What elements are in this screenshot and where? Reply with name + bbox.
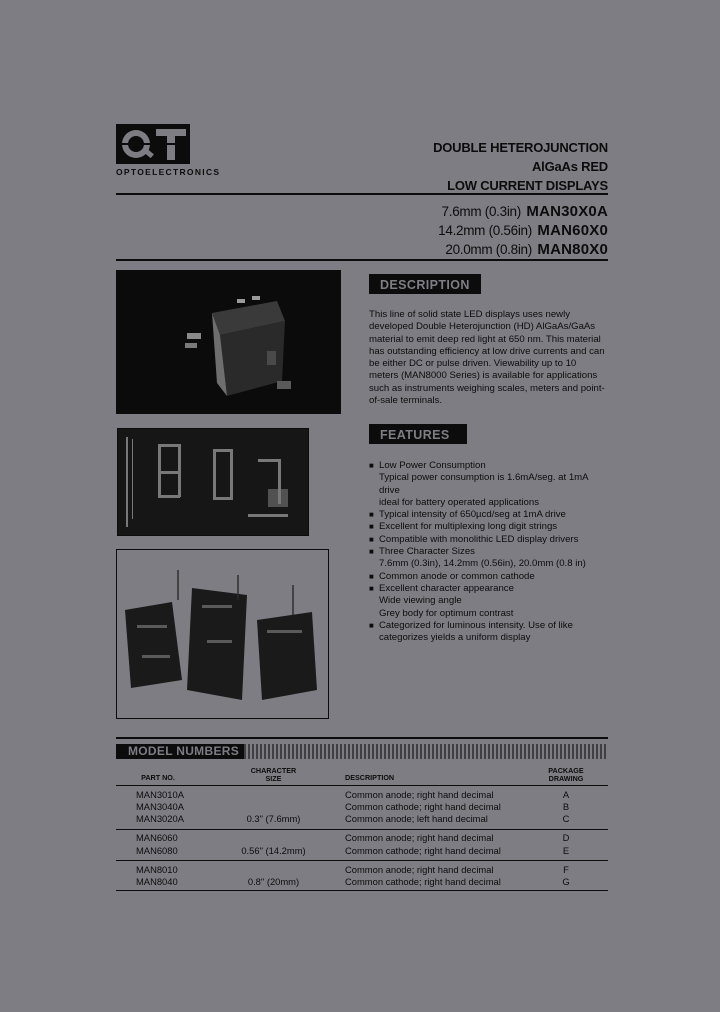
feature-text: Common anode or common cathode: [379, 570, 535, 582]
bullet-icon: ■: [369, 510, 374, 520]
table-cell-description: Common cathode; right hand decimal: [345, 876, 501, 887]
column-header-size-line: CHARACTER: [250, 766, 297, 775]
model-code: MAN80X0: [537, 241, 608, 258]
feature-text: Excellent for multiplexing long digit strings: [379, 521, 558, 533]
model-series-line: [438, 240, 608, 259]
table-cell-part: MAN3010A: [136, 789, 184, 800]
feature-text: Three Character Sizes: [379, 546, 475, 558]
table-cell-part: MAN3020A: [136, 813, 184, 824]
qt-logo-mark-icon: [116, 124, 190, 164]
feature-item: [369, 460, 609, 509]
feature-item: [369, 534, 609, 546]
table-bottom-rule: [116, 890, 608, 891]
bullet-icon: ■: [369, 534, 374, 544]
feature-subtext: ideal for battery operated applications: [379, 496, 539, 508]
table-cell-description: Common anode; right hand decimal: [345, 864, 494, 875]
table-cell-part: MAN8040: [136, 876, 178, 887]
model-series-list: [438, 202, 608, 259]
description-paragraph: [369, 309, 609, 407]
column-header-part: PART NO.: [141, 773, 175, 782]
description-line: developed Double Heterojunction (HD) AlGaAs/GaAs: [369, 321, 596, 333]
title-line: AlGaAs RED: [531, 159, 608, 174]
table-group-rule: [116, 860, 608, 861]
description-line: of-sale terminals.: [369, 395, 443, 407]
bullet-icon: ■: [369, 522, 374, 532]
table-header-rule: [116, 785, 608, 786]
table-cell-part: MAN8010: [136, 864, 178, 875]
heading-stripe-decoration: [244, 744, 608, 759]
feature-subtext: Wide viewing angle: [379, 595, 462, 607]
display-module-illustration: [117, 271, 340, 413]
features-heading: FEATURES: [369, 424, 467, 444]
table-cell-size: 0.3" (7.6mm): [246, 813, 301, 824]
features-list: [369, 460, 609, 644]
table-cell-package: A: [562, 789, 570, 800]
feature-subtext: categorizes yields a uniform display: [379, 632, 531, 644]
company-logo: [116, 124, 221, 180]
table-cell-package: F: [563, 864, 569, 875]
model-numbers-heading: MODEL NUMBERS: [116, 744, 244, 759]
description-line: meters (MAN8000 Series) is available for applications: [369, 370, 598, 382]
feature-item: [369, 521, 609, 533]
column-header-package: [541, 767, 591, 783]
table-cell-part: MAN3040A: [136, 801, 184, 812]
table-cell-package: C: [562, 813, 570, 824]
logo-text: OPTOELECTRONICS: [116, 167, 221, 177]
table-cell-package: G: [562, 876, 570, 887]
bullet-icon: ■: [369, 571, 374, 581]
table-cell-package: D: [562, 832, 570, 843]
product-photo-digits: [117, 428, 309, 536]
column-header-description: DESCRIPTION: [345, 773, 395, 782]
title-line: LOW CURRENT DISPLAYS: [447, 178, 608, 193]
feature-item: [369, 583, 609, 620]
large-display-illustration: [117, 550, 328, 718]
description-line: This line of solid state LED displays uses newly: [369, 309, 571, 320]
feature-item: [369, 509, 609, 521]
column-header-package-line: PACKAGE: [548, 766, 584, 775]
description-line: be either DC or pulse driven. Viewability up to 10: [369, 358, 577, 370]
column-header-size: [226, 767, 321, 783]
table-cell-description: Common cathode; right hand decimal: [345, 845, 501, 856]
model-code: MAN60X0: [537, 222, 608, 239]
table-cell-part: MAN6060: [136, 832, 178, 843]
feature-text: Categorized for luminous intensity. Use of like: [379, 619, 573, 631]
feature-text: Low Power Consumption: [379, 460, 486, 471]
feature-text: Compatible with monolithic LED display drivers: [379, 533, 579, 545]
table-cell-package: E: [562, 845, 570, 856]
feature-item: [369, 571, 609, 583]
model-code: MAN30X0A: [526, 203, 608, 220]
description-line: such as instruments weighing scales, meters and point-: [369, 382, 605, 394]
bullet-icon: ■: [369, 461, 374, 470]
description-line: material to emit deep red light at 650 nm. This material: [369, 333, 601, 345]
title-line: DOUBLE HETEROJUNCTION: [433, 140, 608, 155]
feature-subtext: Typical power consumption is 1.6mA/seg. at 1mA drive: [379, 472, 589, 496]
table-group-rule: [116, 829, 608, 830]
description-heading: DESCRIPTION: [369, 274, 481, 294]
model-numbers-table: [116, 737, 608, 891]
feature-subtext: 7.6mm (0.3in), 14.2mm (0.56in), 20.0mm (0.8 in): [379, 558, 586, 570]
product-photo-module: [116, 270, 341, 414]
table-cell-description: Common anode; right hand decimal: [345, 789, 494, 800]
feature-subtext: Grey body for optimum contrast: [379, 607, 514, 619]
bullet-icon: ■: [369, 583, 374, 593]
feature-item: [369, 620, 609, 645]
header-divider-bottom: [116, 259, 608, 261]
header-divider: [116, 193, 608, 195]
column-header-package-line: DRAWING: [548, 774, 584, 783]
product-photo-large-displays: [116, 549, 329, 719]
bullet-icon: ■: [369, 620, 374, 630]
table-cell-part: MAN6080: [136, 845, 178, 856]
table-cell-size: 0.56" (14.2mm): [241, 845, 306, 856]
model-size: 7.6mm (0.3in): [441, 204, 521, 219]
bullet-icon: ■: [369, 547, 374, 557]
table-cell-description: Common anode; right hand decimal: [345, 832, 494, 843]
column-header-size-line: SIZE: [265, 774, 282, 783]
feature-item: [369, 546, 609, 571]
feature-text: Excellent character appearance: [379, 582, 514, 594]
led-digits-illustration: [118, 429, 308, 535]
description-line: has outstanding efficiency at low drive currents and can: [369, 345, 605, 357]
table-cell-description: Common anode; left hand decimal: [345, 813, 488, 824]
model-series-line: [438, 202, 608, 221]
table-cell-package: B: [562, 801, 570, 812]
model-series-line: [438, 221, 608, 240]
document-title: [433, 138, 608, 195]
model-size: 14.2mm (0.56in): [438, 223, 532, 238]
model-size: 20.0mm (0.8in): [445, 242, 532, 257]
table-cell-size: 0.8" (20mm): [247, 876, 300, 887]
feature-text: Typical intensity of 650µcd/seg at 1mA drive: [379, 509, 566, 521]
table-cell-description: Common cathode; right hand decimal: [345, 801, 501, 812]
